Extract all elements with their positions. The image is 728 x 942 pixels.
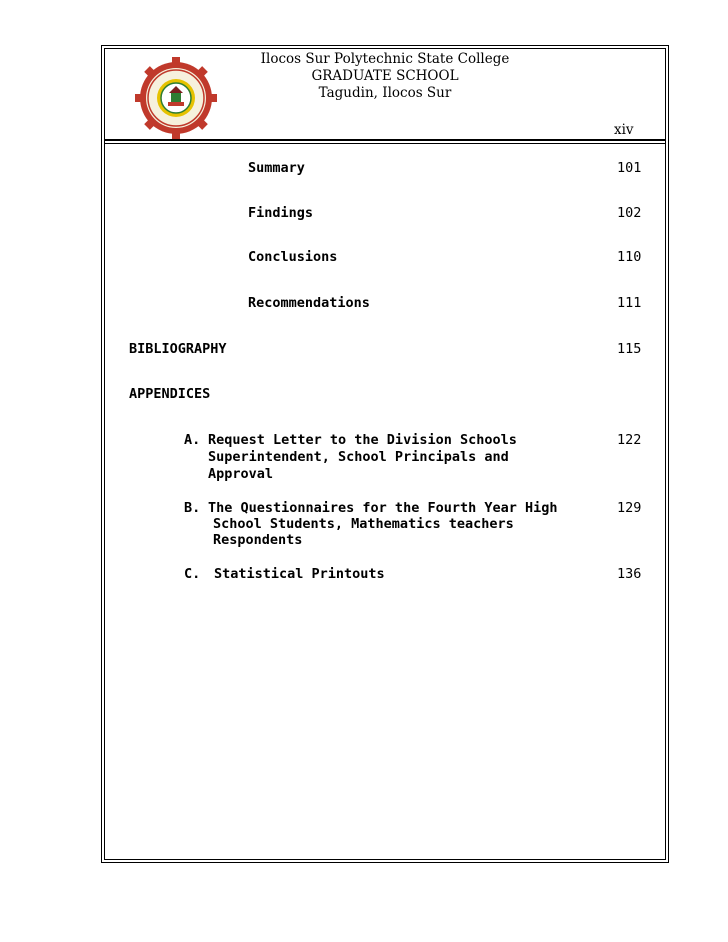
- header-divider-bottom: [104, 143, 666, 144]
- appendix-b-line-2: School Students, Mathematics teachers: [213, 516, 514, 532]
- school-location: Tagudin, Ilocos Sur: [318, 85, 452, 101]
- header-divider-top: [104, 139, 666, 141]
- institution-name: Ilocos Sur Polytechnic State College: [260, 51, 510, 67]
- appendix-a-marker: A.: [184, 432, 201, 448]
- appendix-a-line-3: Approval: [208, 466, 274, 482]
- roman-page-number: xiv: [614, 122, 634, 138]
- school-name: GRADUATE SCHOOL: [311, 68, 459, 84]
- appendix-c-marker: C.: [184, 566, 201, 582]
- appendix-b-line-1: The Questionnaires for the Fourth Year High: [208, 500, 558, 516]
- toc-recommendations-label: Recommendations: [248, 295, 370, 311]
- toc-bibliography-label: BIBLIOGRAPHY: [129, 341, 227, 357]
- appendix-a-line-1: Request Letter to the Division Schools: [208, 432, 517, 448]
- toc-appendices-label: APPENDICES: [129, 386, 211, 402]
- appendix-c-label: Statistical Printouts: [214, 566, 385, 582]
- toc-conclusions-page: 110: [617, 249, 642, 265]
- appendix-a-line-2: Superintendent, School Principals and: [208, 449, 509, 465]
- toc-findings-page: 102: [617, 205, 642, 221]
- toc-findings-label: Findings: [248, 205, 314, 221]
- appendix-b-marker: B.: [184, 500, 201, 516]
- toc-conclusions-label: Conclusions: [248, 249, 338, 265]
- toc-summary-page: 101: [617, 160, 642, 176]
- appendix-a-page: 122: [617, 432, 642, 448]
- toc-recommendations-page: 111: [617, 295, 642, 311]
- appendix-b-page: 129: [617, 500, 642, 516]
- toc-bibliography-page: 115: [617, 341, 642, 357]
- appendix-b-line-3: Respondents: [213, 532, 303, 548]
- toc-summary-label: Summary: [248, 160, 305, 176]
- appendix-c-page: 136: [617, 566, 642, 582]
